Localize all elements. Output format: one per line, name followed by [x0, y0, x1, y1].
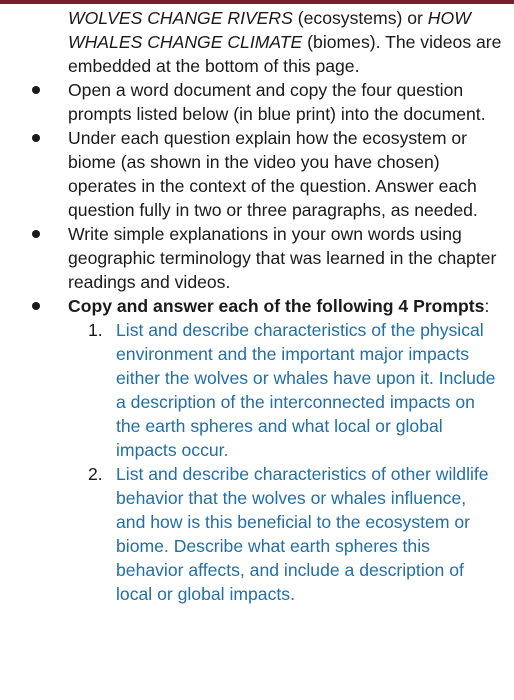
intro-paragraph — [68, 6, 508, 78]
intro-text-2: (biomes). The videos are embedded at the bottom of this page. — [68, 32, 502, 76]
intro-text-1: (ecosystems) or — [292, 8, 428, 28]
bullet-icon — [32, 230, 40, 238]
prompts-heading-bold: Copy and answer each of the following 4 Prompts — [68, 296, 485, 316]
prompt-text: List and describe characteristics of the physical environment and the important major impacts either the wolves or whales have upon it. Include a description of the interconnected impacts on the earth spheres and what local or global impacts occur. — [116, 320, 496, 460]
video-title-whales: HOW WHALES CHANGE CLIMATE — [68, 8, 471, 52]
instruction-text: Under each question explain how the ecosystem or biome (as shown in the video you have chosen) operates in the context of the question. Answer each question fully in two or three paragraphs, as needed. — [68, 128, 478, 220]
instruction-item — [0, 78, 508, 126]
bullet-icon — [32, 86, 40, 94]
prompt-number: 1. — [88, 320, 103, 340]
prompt-number: 2. — [88, 464, 103, 484]
instruction-text: Write simple explanations in your own words using geographic terminology that was learned in the chapter readings and videos. — [68, 224, 497, 292]
bullet-icon — [32, 134, 40, 142]
instruction-text: Open a word document and copy the four question prompts listed below (in blue print) into the document. — [68, 80, 486, 124]
prompt-text: List and describe characteristics of other wildlife behavior that the wolves or whales influence, and how is this beneficial to the ecosystem or biome. Describe what earth spheres this behavior affects, and include a description of local or global impacts. — [116, 464, 489, 604]
bullet-icon — [32, 302, 40, 310]
prompt-list — [68, 318, 508, 606]
prompt-item — [68, 462, 496, 606]
instruction-item — [0, 126, 508, 222]
video-title-wolves: WOLVES CHANGE RIVERS — [68, 8, 293, 28]
instruction-item — [0, 222, 508, 294]
prompt-item — [68, 318, 496, 462]
prompts-section — [0, 294, 508, 606]
prompts-heading — [68, 294, 508, 318]
assignment-instructions — [0, 6, 514, 606]
instruction-list — [0, 78, 514, 606]
top-border — [0, 0, 514, 4]
prompts-heading-colon: : — [484, 296, 490, 316]
